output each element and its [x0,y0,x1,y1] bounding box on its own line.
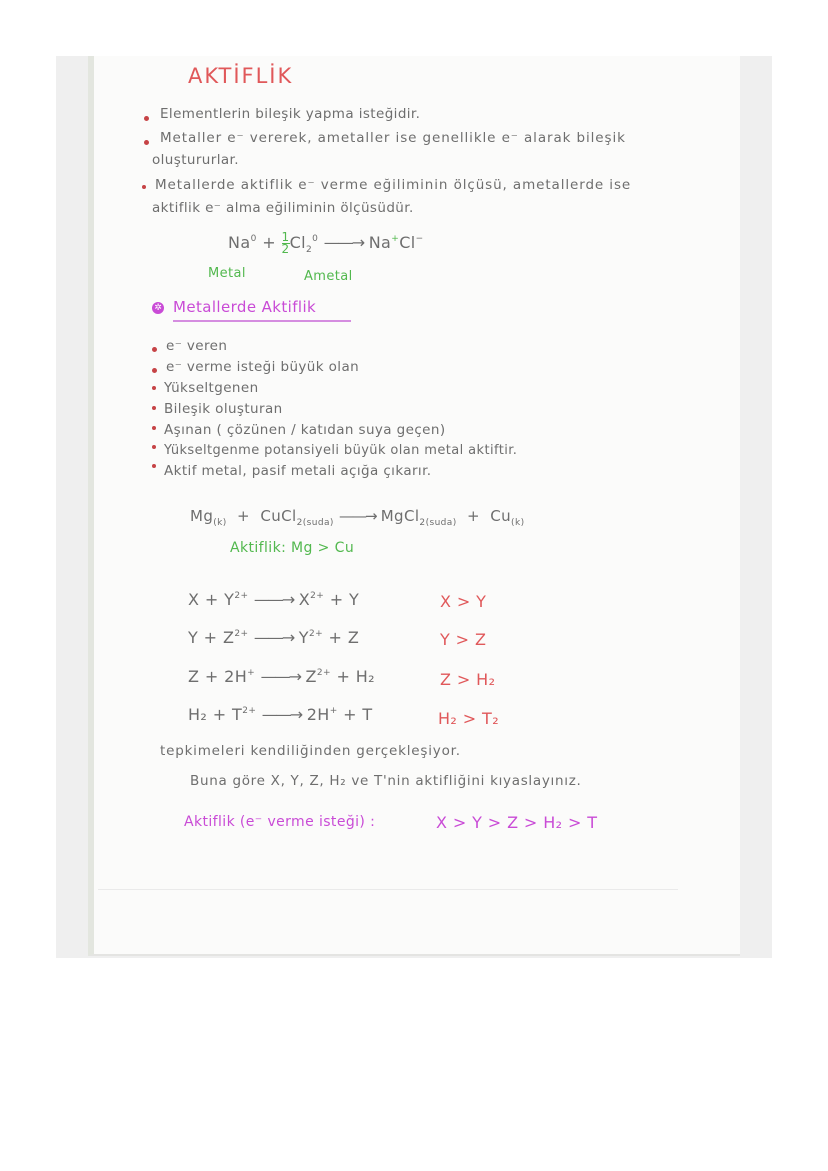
question-line-2: Buna göre X, Y, Z, H₂ ve T'nin aktifliğini kıyaslayınız. [190,773,582,789]
plus: + [237,507,251,525]
metal-bullet-2: e⁻ verme isteği büyük olan [166,359,360,375]
right-side: 2H [306,705,330,724]
bullet-dot-icon [152,406,156,410]
denominator: 2 [281,242,290,256]
page-title: AKTİFLİK [188,64,294,88]
answer-order: X > Y > Z > H₂ > T [436,813,598,832]
bullet-dot-icon [152,445,156,449]
charge: 2+ [316,668,331,678]
faint-ruled-line [98,889,678,890]
right-tail: + H₂ [330,667,375,686]
reactant-mg: Mg [190,507,214,525]
metal-bullet-7: Aktif metal, pasif metali açığa çıkarır. [164,463,432,479]
plus: + [262,233,277,252]
question-line-1: tepkimeleri kendiliğinden gerçekleşiyor. [160,743,461,759]
right-tail: + Y [324,590,360,609]
left-side: Y + Z [188,628,235,647]
charge: + [247,668,256,678]
bullet-dot-icon [152,426,156,430]
product-mgcl2: MgCl [380,507,420,525]
reaction-arrow-icon: ——→ [338,507,376,525]
intro-bullet-3: Metallerde aktiflik e⁻ verme eğiliminin ölçüsü, ametallerde ise [155,177,632,193]
charge: 2+ [234,591,249,601]
charge: 2+ [308,629,324,639]
star-bullet-icon: ✲ [152,302,164,314]
left-side: X + Y [188,590,235,609]
reaction-row-4 [188,705,373,724]
subscript: 2 [419,518,426,528]
left-side: H₂ + T [188,705,243,724]
bullet-dot-icon [152,368,157,373]
metal-bullet-4: Bileşik oluşturan [164,401,283,417]
intro-bullet-3-cont: aktiflik e⁻ alma eğiliminin ölçüsüdür. [152,200,414,216]
product-cu: Cu [490,507,512,525]
right-side: Y [298,628,309,647]
right-side: X [298,590,311,609]
charge: + [391,234,400,244]
state: (k) [213,518,227,528]
bullet-dot-icon [144,140,149,145]
metal-bullet-3: Yükseltgenen [164,380,259,396]
order-row-1: X > Y [440,592,487,611]
reaction-row-2 [188,628,359,647]
left-side: Z + 2H [188,667,248,686]
reaction-arrow-icon: ——→ [261,705,302,724]
nacl-reaction [228,232,424,255]
fraction-one-half [282,232,290,255]
intro-bullet-2: Metaller e⁻ vererek, ametaller ise genellikle e⁻ alarak bileşik [160,130,626,146]
charge: 2+ [234,629,249,639]
label-metal: Metal [208,266,246,281]
order-row-3: Z > H₂ [440,670,496,689]
label-ametal: Ametal [304,269,353,284]
metal-bullet-6: Yükseltgenme potansiyeli büyük olan metal aktiftir. [164,443,518,458]
order-row-4: H₂ > T₂ [438,709,500,728]
charge: 0 [250,234,257,244]
reactant-na: Na [228,233,251,252]
reaction-arrow-icon: ——→ [253,628,294,647]
charge: + [329,706,338,716]
reaction-arrow-icon: ——→ [260,667,301,686]
right-tail: + Z [323,628,360,647]
state: (suda) [302,518,334,528]
subscript: 2 [296,518,303,528]
reaction-row-1 [188,590,359,609]
bullet-dot-icon [144,116,149,121]
numerator: 1 [281,230,290,244]
right-tail: + T [337,705,373,724]
mg-reaction [190,507,524,528]
state: (k) [511,518,525,528]
order-row-2: Y > Z [440,630,487,649]
plus: + [466,507,480,525]
product-cl: Cl [399,233,416,252]
answer-label: Aktiflik (e⁻ verme isteği) : [184,814,376,830]
reactant-cucl2: CuCl [260,507,297,525]
bullet-dot-icon [152,464,156,468]
reaction-arrow-icon: ——→ [253,590,294,609]
bullet-dot-icon [142,185,146,189]
subscript: 2 [306,245,313,255]
mg-cu-activity: Aktiflik: Mg > Cu [230,540,355,556]
bullet-dot-icon [152,347,157,352]
charge: 0 [312,234,319,244]
reactant-cl: Cl [289,233,306,252]
reaction-arrow-icon: ——→ [323,233,364,252]
intro-bullet-1: Elementlerin bileşik yapma isteğidir. [160,106,421,122]
section-heading: Metallerde Aktiflik [173,298,317,316]
metal-bullet-5: Aşınan ( çözünen / katıdan suya geçen) [164,422,446,438]
product-na: Na [368,233,392,252]
metal-bullet-1: e⁻ veren [166,338,228,354]
right-side: Z [305,667,317,686]
charge: 2+ [242,706,257,716]
intro-bullet-2-cont: oluştururlar. [152,152,239,168]
state: (suda) [425,518,457,528]
heading-underline [173,320,351,322]
bullet-dot-icon [152,386,156,390]
charge: − [415,234,424,244]
charge: 2+ [310,591,325,601]
reaction-row-3 [188,667,375,686]
